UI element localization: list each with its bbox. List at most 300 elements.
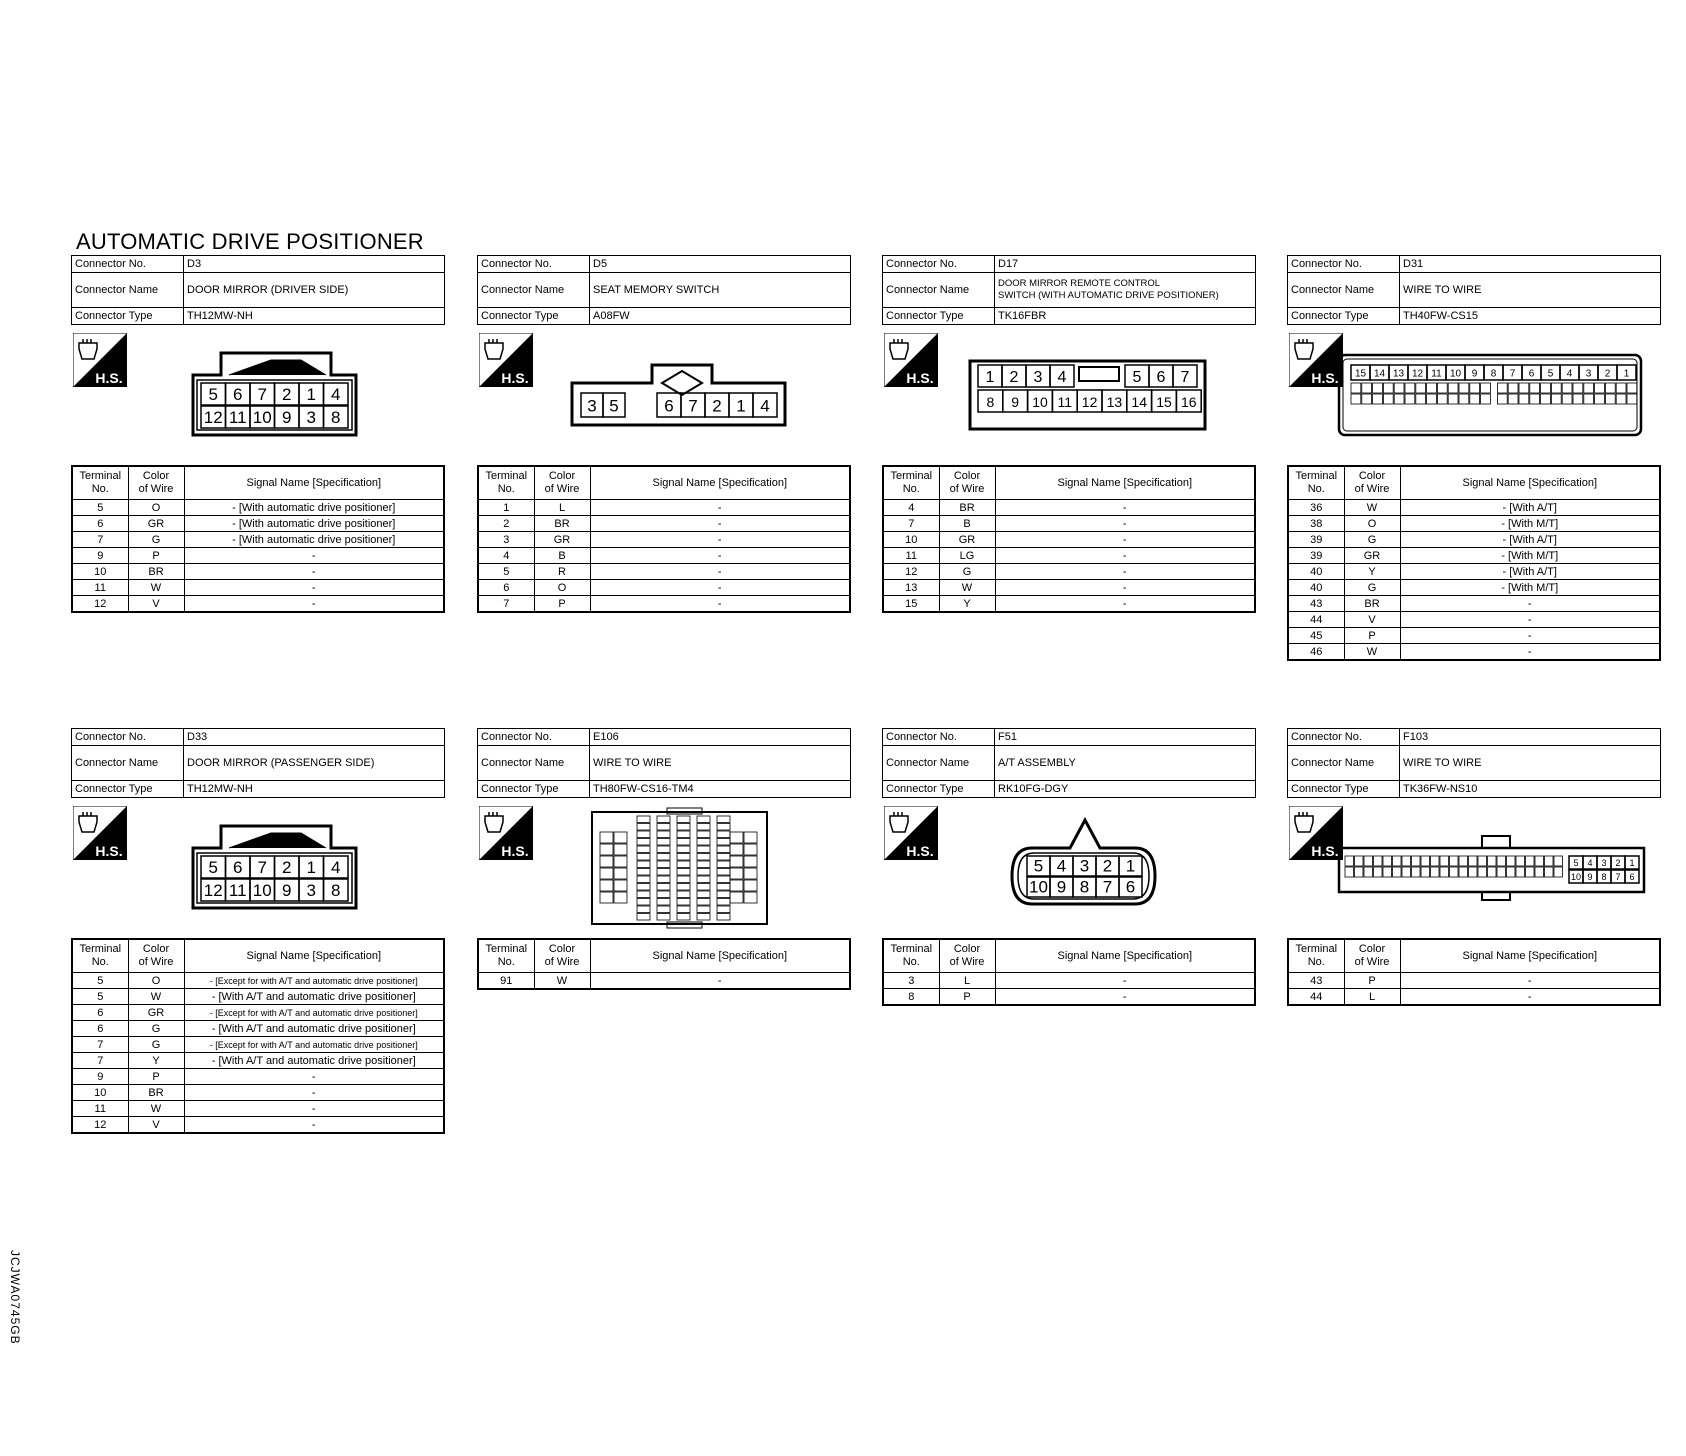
small-pin-cell <box>637 831 650 838</box>
small-pin-cell <box>677 876 690 883</box>
small-pin-cell <box>1508 383 1518 393</box>
color-cell: Y <box>128 1053 184 1069</box>
pin-number: 5 <box>208 385 218 405</box>
color-cell: P <box>939 989 995 1006</box>
small-pin-cell <box>637 869 650 876</box>
small-pin-cell <box>717 861 730 868</box>
small-pin-cell <box>1383 383 1393 393</box>
small-pin-cell <box>1412 867 1421 877</box>
hs-label: H.S. <box>1311 843 1339 859</box>
pin-number: 12 <box>1081 394 1098 411</box>
pin-number: 7 <box>688 396 698 416</box>
pin-number: 13 <box>1392 368 1405 380</box>
small-pin-cell <box>657 914 670 921</box>
terminal-cell: 39 <box>1288 548 1344 564</box>
small-pin-cell <box>697 839 710 846</box>
table-row <box>72 548 444 564</box>
small-pin-cell <box>1507 856 1516 866</box>
small-pin-cell <box>1383 867 1392 877</box>
terminal-cell: 3 <box>478 532 534 548</box>
small-pin-cell <box>1393 867 1402 877</box>
pin-number: 5 <box>208 858 218 878</box>
pin-number: 9 <box>1587 872 1593 883</box>
small-pin-cell <box>717 891 730 898</box>
color-header: Color of Wire <box>128 939 184 973</box>
small-pin-cell <box>1394 383 1404 393</box>
small-pin-cell <box>1431 856 1440 866</box>
pin-number: 10 <box>1029 877 1048 897</box>
signal-header: Signal Name [Specification] <box>184 466 444 500</box>
small-pin-cell <box>1508 394 1518 404</box>
small-pin-cell <box>744 832 757 843</box>
table-row <box>883 564 1255 580</box>
signal-header: Signal Name [Specification] <box>1400 466 1660 500</box>
connector-info-table <box>477 728 851 798</box>
table-row <box>72 1021 444 1037</box>
pin-number: 9 <box>1011 394 1020 411</box>
small-pin-cell <box>1437 383 1447 393</box>
signal-cell: - <box>995 532 1255 548</box>
small-pin-cell <box>1530 383 1540 393</box>
connector-type-value: TK16FBR <box>995 308 1256 325</box>
signal-cell: - <box>184 548 444 564</box>
small-pin-cell <box>1541 394 1551 404</box>
connector-d3 <box>71 255 445 613</box>
connector-d17 <box>882 255 1256 613</box>
small-pin-cell <box>717 824 730 831</box>
color-cell: V <box>128 596 184 613</box>
signal-cell: - <box>184 564 444 580</box>
small-pin-cell <box>697 824 710 831</box>
small-pin-cell <box>677 824 690 831</box>
pin-number: 4 <box>1056 856 1067 876</box>
small-pin-cell <box>600 880 613 891</box>
small-pin-cell <box>1459 394 1469 404</box>
small-pin-cell <box>717 914 730 921</box>
small-pin-cell <box>1431 867 1440 877</box>
table-row <box>1288 500 1660 516</box>
small-pin-cell <box>1450 856 1459 866</box>
small-pin-cell <box>600 832 613 843</box>
small-pin-cell <box>637 884 650 891</box>
connector-name-value: SEAT MEMORY SWITCH <box>590 273 851 308</box>
label-connector-type: Connector Type <box>883 781 995 798</box>
terminal-table <box>1287 938 1661 1006</box>
connector-d33 <box>71 728 445 1134</box>
label-connector-no: Connector No. <box>72 256 184 273</box>
color-cell: G <box>128 532 184 548</box>
small-pin-cell <box>1605 383 1615 393</box>
small-pin-cell <box>697 861 710 868</box>
signal-cell: - <box>590 564 850 580</box>
hs-label: H.S. <box>501 370 529 386</box>
pin-number: 7 <box>1180 369 1190 387</box>
color-header: Color of Wire <box>128 466 184 500</box>
label-connector-no: Connector No. <box>72 729 184 746</box>
small-pin-cell <box>1393 856 1402 866</box>
terminal-header: Terminal No. <box>72 466 128 500</box>
color-cell: R <box>534 564 590 580</box>
label-connector-name: Connector Name <box>883 746 995 781</box>
color-cell: Y <box>1344 564 1400 580</box>
terminal-cell: 15 <box>883 596 939 613</box>
signal-cell: - <box>995 973 1255 989</box>
small-pin-cell <box>697 816 710 823</box>
pin-number: 16 <box>1181 394 1197 411</box>
connector-info-table <box>1287 255 1661 325</box>
color-header: Color of Wire <box>534 466 590 500</box>
small-pin-cell <box>1554 867 1563 877</box>
pin-number: 5 <box>1573 858 1579 869</box>
pin-number: 7 <box>257 858 267 878</box>
small-pin-cell <box>637 816 650 823</box>
color-cell: GR <box>128 516 184 532</box>
terminal-cell: 3 <box>883 973 939 989</box>
table-row <box>72 596 444 613</box>
pin-number: 10 <box>252 408 272 428</box>
signal-cell: - <box>590 516 850 532</box>
small-pin-cell <box>657 876 670 883</box>
label-connector-no: Connector No. <box>478 729 590 746</box>
small-pin-cell <box>1545 867 1554 877</box>
small-pin-cell <box>1427 394 1437 404</box>
signal-cell: - [With automatic drive positioner] <box>184 516 444 532</box>
hs-label: H.S. <box>906 370 934 386</box>
table-row <box>1288 989 1660 1006</box>
color-cell: P <box>1344 973 1400 989</box>
small-pin-cell <box>1364 867 1373 877</box>
small-pin-cell <box>697 906 710 913</box>
small-pin-cell <box>697 831 710 838</box>
pin-number: 3 <box>1601 858 1607 869</box>
connector-face-e106 <box>477 798 851 938</box>
connector-d31 <box>1287 255 1661 661</box>
terminal-table <box>882 465 1256 613</box>
hs-label: H.S. <box>95 843 123 859</box>
terminal-cell: 8 <box>883 989 939 1006</box>
label-connector-name: Connector Name <box>1288 746 1400 781</box>
pin-number: 7 <box>257 385 267 405</box>
connector-no-value: F103 <box>1400 729 1661 746</box>
pin-number: 6 <box>1629 872 1635 883</box>
terminal-table <box>71 465 445 613</box>
small-pin-cell <box>637 839 650 846</box>
color-cell: BR <box>1344 596 1400 612</box>
color-cell: BR <box>939 500 995 516</box>
connector-face-f51 <box>882 798 1256 938</box>
small-pin-cell <box>1595 394 1605 404</box>
small-pin-cell <box>730 856 743 867</box>
pin-number: 2 <box>1604 368 1611 380</box>
signal-cell: - <box>590 580 850 596</box>
small-pin-cell <box>744 844 757 855</box>
color-cell: P <box>128 1069 184 1085</box>
label-connector-type: Connector Type <box>478 308 590 325</box>
signal-cell: - <box>995 580 1255 596</box>
color-cell: BR <box>534 516 590 532</box>
terminal-cell: 5 <box>72 973 128 989</box>
small-pin-cell <box>637 846 650 853</box>
pin-number: 9 <box>1056 877 1067 897</box>
pin-number: 2 <box>712 396 722 416</box>
color-cell: P <box>534 596 590 613</box>
small-pin-cell <box>1481 383 1491 393</box>
terminal-cell: 4 <box>478 548 534 564</box>
terminal-cell: 11 <box>72 1101 128 1117</box>
label-connector-name: Connector Name <box>1288 273 1400 308</box>
table-row <box>72 1117 444 1134</box>
color-cell: W <box>128 580 184 596</box>
table-row <box>478 596 850 613</box>
color-cell: W <box>128 989 184 1005</box>
pin-number: 3 <box>587 396 597 416</box>
small-pin-cell <box>614 892 627 903</box>
signal-header: Signal Name [Specification] <box>184 939 444 973</box>
table-row <box>883 973 1255 989</box>
pin-number: 1 <box>1629 858 1635 869</box>
color-cell: P <box>1344 628 1400 644</box>
hs-label: H.S. <box>1311 370 1339 386</box>
color-cell: O <box>128 500 184 516</box>
pin-number: 4 <box>760 396 770 416</box>
connector-diagram <box>71 325 445 465</box>
small-pin-cell <box>600 868 613 879</box>
signal-cell: - [With A/T and automatic drive positioner] <box>184 989 444 1005</box>
small-pin-cell <box>1421 867 1430 877</box>
table-row <box>478 564 850 580</box>
small-pin-cell <box>1402 867 1411 877</box>
small-pin-cell <box>1516 867 1525 877</box>
label-connector-type: Connector Type <box>72 781 184 798</box>
pin-number: 10 <box>252 881 272 901</box>
label-connector-type: Connector Type <box>883 308 995 325</box>
table-row <box>72 1005 444 1021</box>
small-pin-cell <box>1519 394 1529 404</box>
terminal-cell: 10 <box>72 564 128 580</box>
terminal-cell: 9 <box>72 1069 128 1085</box>
color-header: Color of Wire <box>1344 466 1400 500</box>
small-pin-cell <box>1497 383 1507 393</box>
signal-header: Signal Name [Specification] <box>995 939 1255 973</box>
small-pin-cell <box>1516 856 1525 866</box>
terminal-cell: 38 <box>1288 516 1344 532</box>
small-pin-cell <box>744 856 757 867</box>
small-pin-cell <box>657 824 670 831</box>
pin-number: 6 <box>233 858 243 878</box>
terminal-header: Terminal No. <box>478 466 534 500</box>
small-pin-cell <box>677 869 690 876</box>
small-pin-cell <box>717 831 730 838</box>
small-pin-cell <box>1627 383 1637 393</box>
signal-header: Signal Name [Specification] <box>1400 939 1660 973</box>
terminal-cell: 4 <box>883 500 939 516</box>
small-pin-cell <box>600 856 613 867</box>
label-connector-type: Connector Type <box>478 781 590 798</box>
pin-number: 7 <box>1102 877 1113 897</box>
pin-number: 2 <box>1615 858 1621 869</box>
pin-number: 4 <box>331 385 341 405</box>
connector-name-value: DOOR MIRROR (PASSENGER SIDE) <box>184 746 445 781</box>
signal-cell: - [With A/T] <box>1400 532 1660 548</box>
connector-face-d31 <box>1287 325 1661 465</box>
terminal-cell: 39 <box>1288 532 1344 548</box>
small-pin-cell <box>677 914 690 921</box>
small-pin-cell <box>614 832 627 843</box>
small-pin-cell <box>1526 867 1535 877</box>
small-pin-cell <box>1541 383 1551 393</box>
terminal-table <box>477 465 851 613</box>
table-row <box>883 596 1255 613</box>
small-pin-cell <box>637 891 650 898</box>
terminal-cell: 7 <box>72 1037 128 1053</box>
small-pin-cell <box>1573 394 1583 404</box>
small-pin-cell <box>677 906 690 913</box>
small-pin-cell <box>637 906 650 913</box>
small-pin-cell <box>744 868 757 879</box>
color-cell: BR <box>128 1085 184 1101</box>
table-row <box>883 580 1255 596</box>
terminal-cell: 10 <box>72 1085 128 1101</box>
table-row <box>72 532 444 548</box>
small-pin-cell <box>1584 394 1594 404</box>
small-pin-cell <box>1362 383 1372 393</box>
hs-label: H.S. <box>95 370 123 386</box>
terminal-cell: 11 <box>72 580 128 596</box>
connector-diagram <box>477 325 851 465</box>
small-pin-cell <box>657 884 670 891</box>
connector-info-table <box>882 728 1256 798</box>
table-row <box>883 989 1255 1006</box>
pin-number: 1 <box>306 858 316 878</box>
small-pin-cell <box>1374 867 1383 877</box>
connector-name-value: WIRE TO WIRE <box>590 746 851 781</box>
table-row <box>72 564 444 580</box>
small-pin-cell <box>1535 867 1544 877</box>
signal-cell: - <box>1400 644 1660 661</box>
signal-cell: - <box>590 532 850 548</box>
terminal-cell: 6 <box>72 1005 128 1021</box>
small-pin-cell <box>1519 383 1529 393</box>
small-pin-cell <box>677 861 690 868</box>
pin-number: 10 <box>1570 872 1582 883</box>
terminal-table <box>477 938 851 990</box>
signal-cell: - [With M/T] <box>1400 548 1660 564</box>
small-pin-cell <box>677 884 690 891</box>
pin-number: 1 <box>1623 368 1630 380</box>
small-pin-cell <box>1405 383 1415 393</box>
signal-cell: - <box>1400 973 1660 989</box>
small-pin-cell <box>697 891 710 898</box>
pin-number: 11 <box>228 881 247 901</box>
pin-number: 6 <box>1528 368 1535 380</box>
table-row <box>1288 564 1660 580</box>
connector-face-f103 <box>1287 798 1661 938</box>
small-pin-cell <box>1562 383 1572 393</box>
connector-no-value: F51 <box>995 729 1256 746</box>
small-pin-cell <box>1402 856 1411 866</box>
small-pin-cell <box>1507 867 1516 877</box>
pin-number: 8 <box>1079 877 1090 897</box>
color-cell: G <box>1344 580 1400 596</box>
small-pin-cell <box>1448 394 1458 404</box>
terminal-cell: 43 <box>1288 973 1344 989</box>
pin-number: 6 <box>1125 877 1136 897</box>
connector-type-value: A08FW <box>590 308 851 325</box>
terminal-cell: 5 <box>72 500 128 516</box>
terminal-header: Terminal No. <box>478 939 534 973</box>
connector-name-value: A/T ASSEMBLY <box>995 746 1256 781</box>
small-pin-cell <box>1497 856 1506 866</box>
table-row <box>72 580 444 596</box>
small-pin-cell <box>1497 394 1507 404</box>
connector-info-table <box>477 255 851 325</box>
table-row <box>72 989 444 1005</box>
terminal-header: Terminal No. <box>883 466 939 500</box>
small-pin-cell <box>1545 856 1554 866</box>
pin-number: 2 <box>282 385 292 405</box>
small-pin-cell <box>697 876 710 883</box>
connector-info-table <box>1287 728 1661 798</box>
terminal-cell: 9 <box>72 548 128 564</box>
small-pin-cell <box>717 846 730 853</box>
small-pin-cell <box>1616 394 1626 404</box>
signal-cell: - [With A/T and automatic drive positioner] <box>184 1053 444 1069</box>
connector-no-value: D31 <box>1400 256 1661 273</box>
table-row <box>1288 532 1660 548</box>
color-cell: W <box>1344 644 1400 661</box>
connector-name-value: WIRE TO WIRE <box>1400 746 1661 781</box>
small-pin-cell <box>717 899 730 906</box>
small-pin-cell <box>1551 383 1561 393</box>
color-cell: Y <box>939 596 995 613</box>
signal-cell: - <box>590 596 850 613</box>
table-row <box>72 500 444 516</box>
signal-cell: - <box>590 548 850 564</box>
signal-cell: - <box>184 580 444 596</box>
pin-number: 8 <box>331 881 341 901</box>
color-header: Color of Wire <box>1344 939 1400 973</box>
color-cell: W <box>939 580 995 596</box>
terminal-table <box>1287 465 1661 661</box>
small-pin-cell <box>1450 867 1459 877</box>
terminal-header: Terminal No. <box>1288 466 1344 500</box>
small-pin-cell <box>717 869 730 876</box>
pin-number: 12 <box>203 408 223 428</box>
connector-diagram <box>1287 798 1661 938</box>
connector-no-value: D3 <box>184 256 445 273</box>
pin-number: 11 <box>1431 368 1442 380</box>
connector-face-d5 <box>477 325 851 465</box>
small-pin-cell <box>677 831 690 838</box>
label-connector-no: Connector No. <box>1288 729 1400 746</box>
signal-cell: - [With M/T] <box>1400 580 1660 596</box>
small-pin-cell <box>1616 383 1626 393</box>
small-pin-cell <box>1469 856 1478 866</box>
small-pin-cell <box>657 891 670 898</box>
signal-cell: - [With automatic drive positioner] <box>184 532 444 548</box>
small-pin-cell <box>1364 856 1373 866</box>
table-row <box>478 516 850 532</box>
pin-number: 2 <box>282 858 292 878</box>
color-cell: V <box>128 1117 184 1134</box>
color-cell: GR <box>534 532 590 548</box>
color-cell: GR <box>1344 548 1400 564</box>
color-cell: G <box>939 564 995 580</box>
small-pin-cell <box>600 844 613 855</box>
small-pin-cell <box>1554 856 1563 866</box>
signal-cell: - <box>995 564 1255 580</box>
terminal-header: Terminal No. <box>72 939 128 973</box>
